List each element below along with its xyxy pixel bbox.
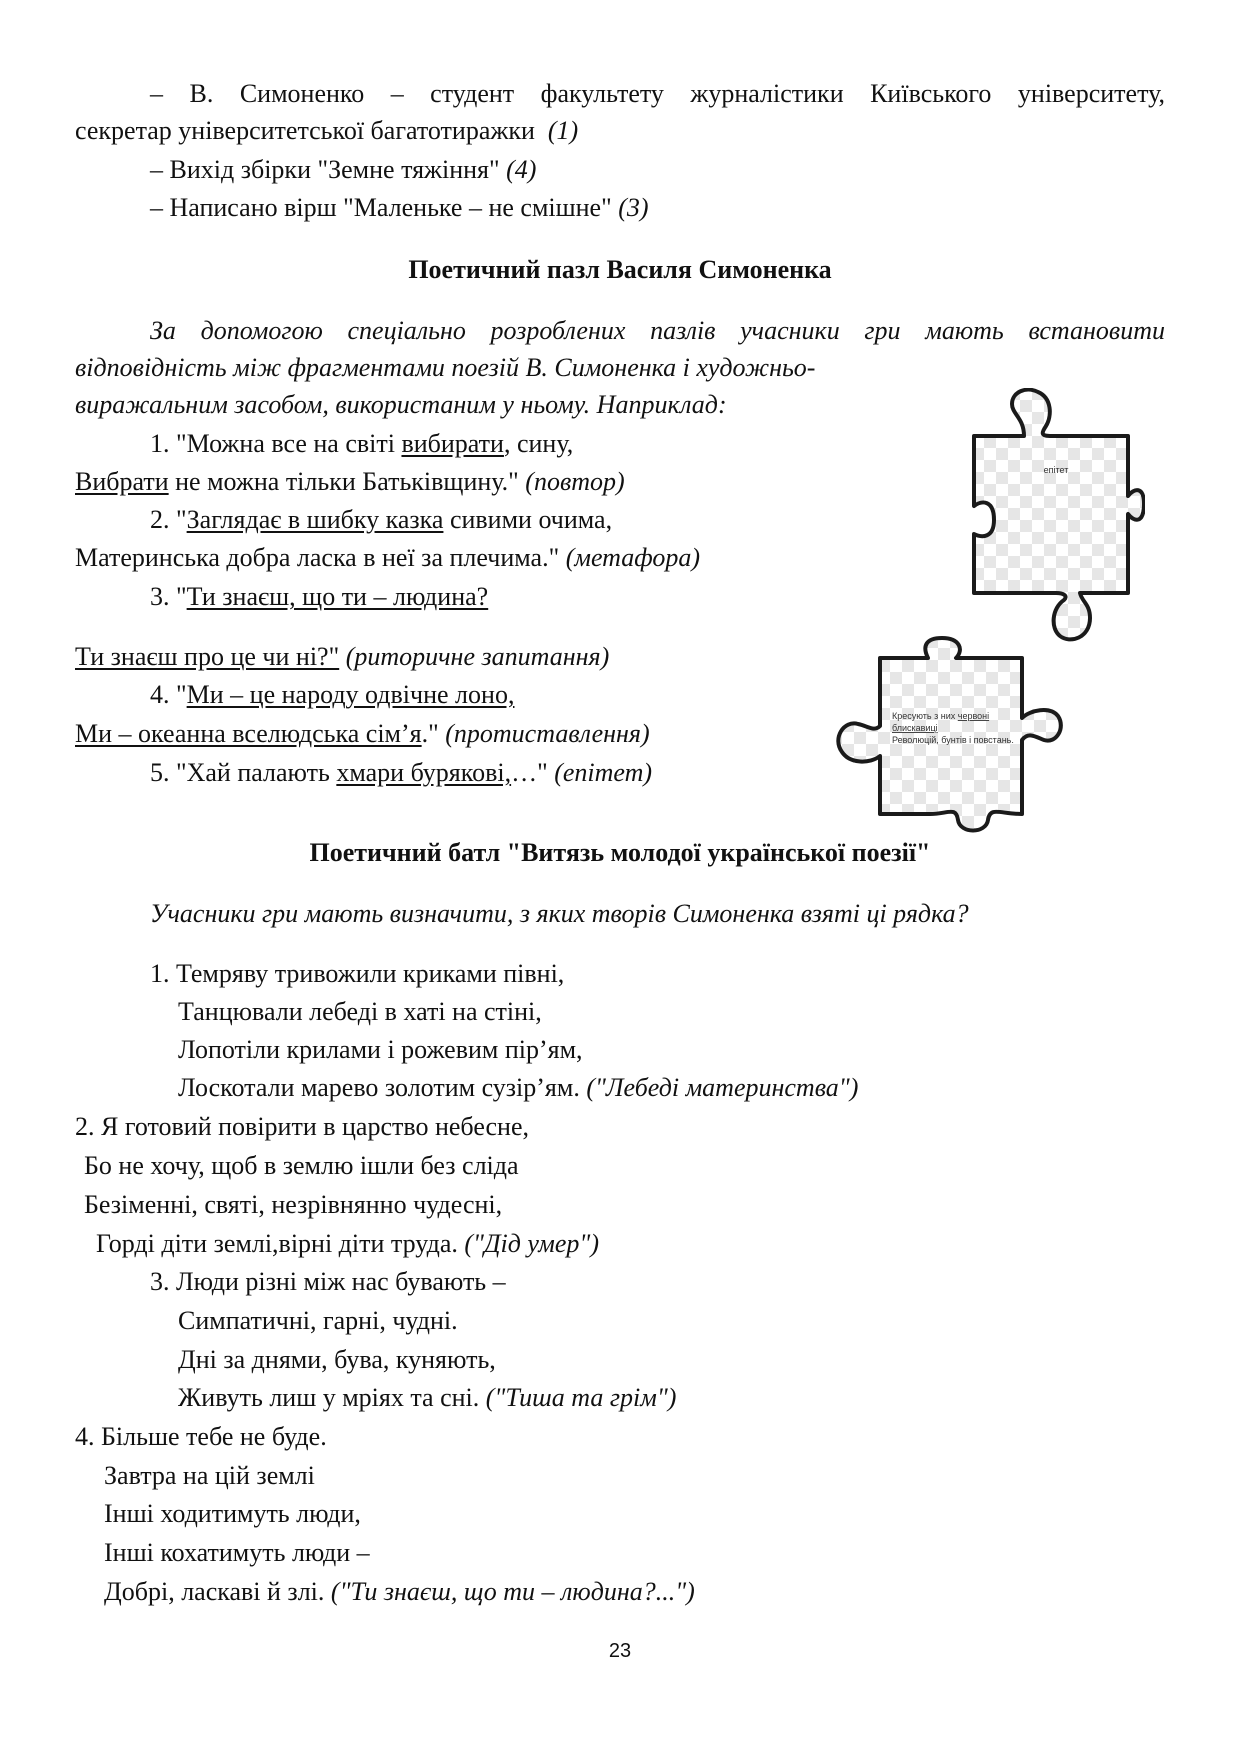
puzzle-intro-line-1: За допомогою спеціально розроблених пазлів учасники гри мають встановити bbox=[150, 316, 1165, 345]
example-3-line-1: 3. "Ти знаєш, що ти – людина? bbox=[150, 582, 489, 611]
example-4-line-1: 4. "Ми – це народу одвічне лоно, bbox=[150, 680, 515, 709]
example-4-line-2: Ми – океанна вселюдська сім’я." (протиставлення) bbox=[75, 719, 650, 748]
poem-1-line-3: Лопотіли крилами і рожевим пір’ям, bbox=[178, 1035, 583, 1064]
timeline-line-4: – Написано вірш "Маленьке – не смішне" (3) bbox=[150, 193, 649, 222]
timeline-line-3: – Вихід збірки "Земне тяжіння" (4) bbox=[150, 155, 537, 184]
poem-3-line-1: 3. Люди різні між нас бувають – bbox=[150, 1267, 506, 1296]
puzzle-piece-1-shape bbox=[974, 390, 1144, 640]
poem-3-line-2: Симпатичні, гарні, чудні. bbox=[178, 1306, 458, 1335]
battle-section-title: Поетичний батл "Витязь молодої української поезії" bbox=[309, 838, 931, 867]
example-5-line: 5. "Хай палають хмари бурякові,…" (епітет) bbox=[150, 758, 653, 787]
timeline-line-1: – В. Симоненко – студент факультету журналістики Київського університету, bbox=[150, 79, 1165, 108]
puzzle-intro-line-2: відповідність між фрагментами поезій В. Симоненка і художньо- bbox=[75, 353, 816, 382]
example-1-line-2: Вибрати не можна тільки Батьківщину." (повтор) bbox=[75, 467, 625, 496]
poem-4-line-5: Добрі, ласкаві й злі. ("Ти знаєш, що ти – людина?...") bbox=[104, 1577, 695, 1606]
poem-2-line-4: Горді діти землі,вірні діти труда. ("Дід умер") bbox=[96, 1229, 599, 1258]
poem-2-line-1: 2. Я готовий повірити в царство небесне, bbox=[75, 1112, 529, 1141]
poem-1-line-4: Лоскотали марево золотим сузір’ям. ("Лебеді материнства") bbox=[178, 1073, 859, 1102]
puzzle-intro-line-3: виражальним засобом, використаним у ньому. Наприклад: bbox=[75, 390, 727, 419]
puzzle-piece-1-label: епітет bbox=[1043, 465, 1069, 475]
puzzle-piece-epithet bbox=[960, 388, 1145, 650]
example-2-line-1: 2. "Заглядає в шибку казка сивими очима, bbox=[150, 505, 613, 534]
poem-1-line-2: Танцювали лебеді в хаті на стіні, bbox=[178, 997, 542, 1026]
poem-4-line-3: Інші ходитимуть люди, bbox=[104, 1499, 361, 1528]
example-2-line-2: Материнська добра ласка в неї за плечима." (метафора) bbox=[75, 543, 701, 572]
page-number: 23 bbox=[608, 1640, 632, 1662]
timeline-line-2: секретар університетської багатотиражки (1) bbox=[75, 116, 579, 145]
poem-2-line-2: Бо не хочу, щоб в землю ішли без сліда bbox=[84, 1151, 519, 1180]
puzzle-piece-2-line-3: Революцій, бунтів і повстань. bbox=[892, 735, 1014, 745]
poem-1-line-1: 1. Темряву тривожили криками півні, bbox=[150, 959, 565, 988]
poem-2-line-3: Безіменні, святі, незрівнянно чудесні, bbox=[84, 1190, 503, 1219]
poem-4-line-2: Завтра на цій землі bbox=[104, 1461, 315, 1490]
example-3-line-2: Ти знаєш про це чи ні?" (риторичне запитання) bbox=[75, 642, 610, 671]
poem-3-line-3: Дні за днями, бува, куняють, bbox=[178, 1345, 496, 1374]
battle-intro: Учасники гри мають визначити, з яких творів Симоненка взяті ці рядка? bbox=[150, 899, 969, 928]
poem-4-line-1: 4. Більше тебе не буде. bbox=[75, 1422, 327, 1451]
poem-3-line-4: Живуть лиш у мріях та сні. ("Тиша та грім") bbox=[178, 1383, 677, 1412]
puzzle-piece-2-line-1: Кресують з них червоні bbox=[892, 711, 990, 721]
puzzle-piece-quote bbox=[830, 636, 1110, 836]
example-1-line-1: 1. "Можна все на світі вибирати, сину, bbox=[150, 429, 574, 458]
puzzle-piece-2-line-2: блискавиці bbox=[892, 723, 938, 733]
puzzle-section-title: Поетичний пазл Василя Симоненка bbox=[408, 255, 832, 284]
poem-4-line-4: Інші кохатимуть люди – bbox=[104, 1538, 370, 1567]
